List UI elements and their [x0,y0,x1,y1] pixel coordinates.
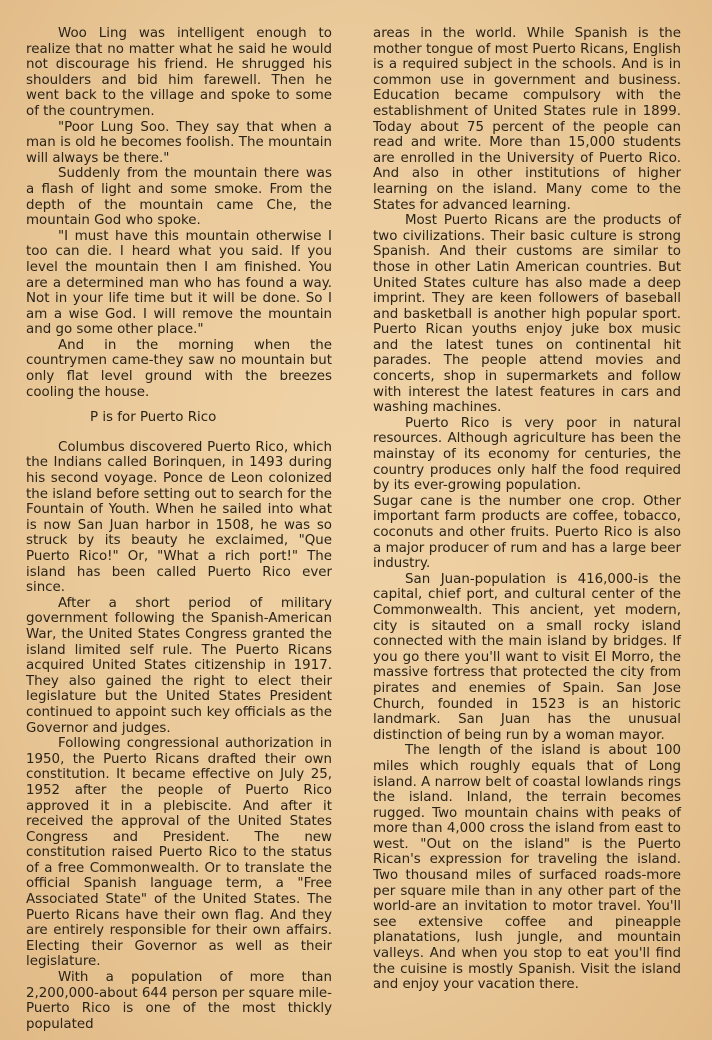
column-gutter [350,0,351,1040]
left-column [26,26,332,1032]
paragraph: Woo Ling was intelligent enough to realize that no matter what he said he would not discourage his friend. He shrugged his shoulders and bid him farewell. Then he went back to the village and spoke to some of the countrymen. [26,26,332,119]
paragraph: The length of the island is about 100 miles which roughly equals that of Long island. A narrow belt of coastal lowlands rings the island. Inland, the terrain becomes rugged. Two mountain chains with peaks of more than 4,000 cross the island from east to west. "Out on the island" is the Puerto Rican's expression for traveling the island. Two thousand miles of surfaced roads-more per square mile than in any other part of the world-are an invitation to motor travel. You'll see extensive coffee and pineapple planatations, lush jungle, and mountain valleys. And when you stop to eat you'll find the cuisine is mostly Spanish. Visit the island and enjoy your vacation there. [373,743,681,993]
paragraph: And in the morning when the countrymen came-they saw no mountain but only flat level ground with the breezes cooling the house. [26,337,332,400]
paragraph: Sugar cane is the number one crop. Other important farm products are coffee, tobacco, coconuts and other fruits. Puerto Rico is also a major producer of rum and has a large beer industry. [373,493,681,572]
paragraph: San Juan-population is 416,000-is the capital, chief port, and cultural center of the Commonwealth. This ancient, yet modern, city is sitauted on a small rocky island connected with the main island by bridges. If you go there you'll want to visit El Morro, the massive fortress that protected the city from pirates and enemies of Spain. San Jose Church, founded in 1523 is an historic landmark. San Juan has the unusual distinction of being run by a woman mayor. [373,571,681,743]
paragraph: After a short period of military government following the Spanish-American War, the United States Congress granted the island limited self rule. The Puerto Ricans acquired United States citizenship in 1917. They also gained the right to elect their legislature but the United States President continued to appoint such key officials as the Governor and judges. [26,595,332,736]
paragraph: Columbus discovered Puerto Rico, which the Indians called Borinquen, in 1493 during his second voyage. Ponce de Leon colonized the island before setting out to search for the Fountain of Youth. When he sailed into what is now San Juan harbor in 1508, he was so struck by its beauty he exclaimed, "Que Puerto Rico!" Or, "What a rich port!" The island has been called Puerto Rico ever since. [26,439,332,596]
right-column [373,26,681,993]
section-heading: P is for Puerto Rico [90,410,217,426]
paragraph: Following congressional authorization in 1950, the Puerto Ricans drafted their own constitution. It became effective on July 25, 1952 after the people of Puerto Rico approved it in a plebiscite. And after it received the approval of the United States Congress and President. The new constitution raised Puerto Rico to the status of a free Commonwealth. Or to translate the official Spanish language term, a "Free Associated State" of the United States. The Puerto Ricans have their own flag. And they are entirely responsible for their own affairs. Electing their Governor as well as their legislature. [26,736,332,970]
paragraph: "Poor Lung Soo. They say that when a man is old he becomes foolish. The mountain will always be there." [26,119,332,166]
paragraph: areas in the world. While Spanish is the mother tongue of most Puerto Ricans, English is a required subject in the schools. And is in common use in government and business. Education became compulsory with the establishment of United States rule in 1899. Today about 75 percent of the people can read and write. More than 15,000 students are enrolled in the University of Puerto Rico. And also in other institutions of higher learning on the island. Many come to the States for advanced learning. [373,26,681,213]
paragraph: With a population of more than 2,200,000-about 644 person per square mile-Puerto Rico is one of the most thickly populated [26,970,332,1032]
paragraph: "I must have this mountain otherwise I too can die. I heard what you said. If you level the mountain then I am finished. You are a determined man who has found a way. Not in your life time but it will be done. So I am a wise God. I will remove the mountain and go some other place." [26,228,332,338]
paragraph: Most Puerto Ricans are the products of two civilizations. Their basic culture is strong Spanish. And their customs are similar to those in other Latin American countries. But United States culture has also made a deep imprint. They are keen followers of baseball and basketball is another high popular sport. Puerto Rican youths enjoy juke box music and the latest tunes on continental hit parades. The people attend movies and concerts, shop in supermarkets and follow with interest the latest features in cars and washing machines. [373,213,681,416]
paragraph: Suddenly from the mountain there was a flash of light and some smoke. From the depth of the mountain came Che, the mountain God who spoke. [26,166,332,229]
paragraph: Puerto Rico is very poor in natural resources. Although agriculture has been the mainstay of its economy for centuries, the country produces only half the food required by its ever-growing population. [373,415,681,494]
